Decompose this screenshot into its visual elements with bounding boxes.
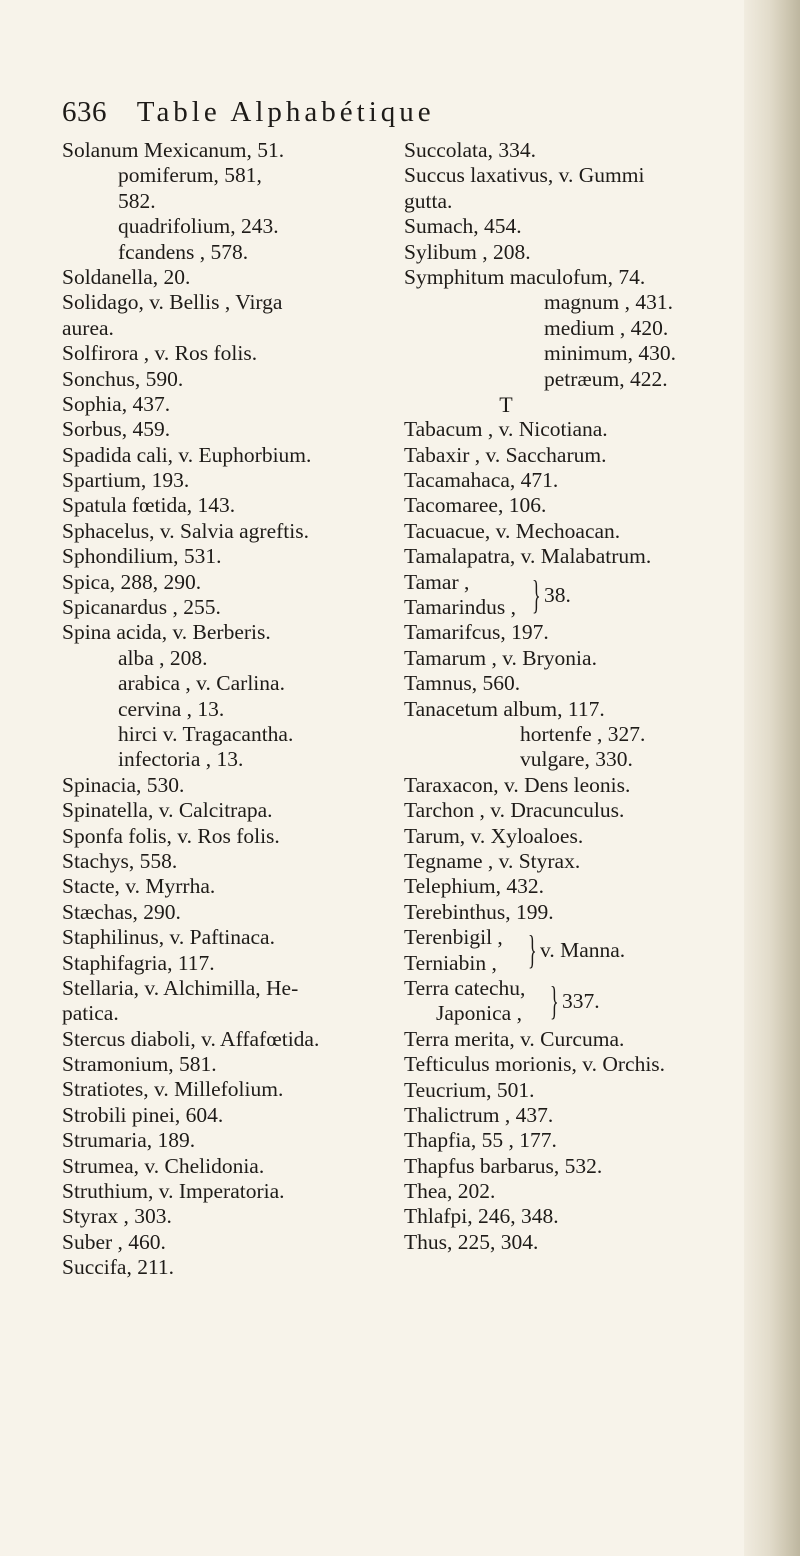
- entry-line: Terra catechu,: [404, 975, 526, 1000]
- index-entry: arabica , v. Carlina.: [118, 671, 285, 696]
- index-entry: Spica, 288, 290.: [62, 569, 202, 594]
- index-entry: Succolata, 334.: [404, 138, 536, 162]
- index-entry: Tabacum , v. Nicotiana.: [404, 417, 608, 442]
- index-entry: Sophia, 437.: [62, 391, 171, 416]
- index-entry: Tamalapatra, v. Malabatrum.: [404, 544, 652, 569]
- index-entry: Stæchas, 290.: [62, 899, 181, 924]
- index-entry: Sorbus, 459.: [62, 417, 171, 442]
- index-entry: hirci v. Tragacantha.: [118, 721, 294, 746]
- index-entry: Tabaxir , v. Saccharum.: [404, 442, 607, 467]
- index-entry: Stratiotes, v. Millefolium.: [62, 1077, 284, 1102]
- index-entry: Thea, 202.: [404, 1179, 496, 1204]
- index-entry: Strobili pinei, 604.: [62, 1102, 224, 1127]
- page-title: Table Alphabétique: [136, 96, 435, 128]
- index-entry: pomiferum, 581,: [118, 163, 262, 188]
- index-entry: Stacte, v. Myrrha.: [62, 874, 216, 899]
- index-entry: Tamarum , v. Bryonia.: [404, 645, 597, 670]
- index-entry: Thus, 225, 304.: [404, 1229, 539, 1254]
- index-entry: vulgare, 330.: [520, 747, 633, 772]
- index-entry: Spinacia, 530.: [62, 772, 185, 797]
- s-entries: [404, 138, 754, 392]
- brace-group-terenbigil: [404, 925, 754, 976]
- index-entry: Sphondilium, 531.: [62, 544, 222, 569]
- index-entry: infectoria , 13.: [118, 747, 244, 772]
- brace-target: 337.: [562, 988, 600, 1013]
- index-entry: Spadida cali, v. Euphorbium.: [62, 442, 312, 467]
- index-entry: Terra merita, v. Curcuma.: [404, 1026, 625, 1051]
- index-entry: Styrax , 303.: [62, 1204, 172, 1229]
- index-entry: gutta.: [404, 188, 453, 213]
- section-letter: T: [499, 391, 513, 417]
- index-entry: Spicanardus , 255.: [62, 595, 221, 620]
- brace-mark: }: [532, 571, 541, 617]
- index-entry: Stellaria, v. Alchimilla, He-: [62, 975, 299, 1000]
- entry-line: Terniabin ,: [404, 950, 497, 975]
- index-entry: Thlafpi, 246, 348.: [404, 1204, 559, 1229]
- index-entry: Solfirora , v. Ros folis.: [62, 341, 258, 366]
- index-entry: Staphifagria, 117.: [62, 950, 215, 975]
- index-entry: Tanacetum album, 117.: [404, 696, 605, 721]
- brace-target: v. Manna.: [540, 938, 626, 963]
- index-entry: Tamarifcus, 197.: [404, 620, 549, 645]
- entry-line: Tamar ,: [404, 569, 470, 594]
- index-entry: Tarchon , v. Dracunculus.: [404, 798, 625, 823]
- index-entry: quadrifolium, 243.: [118, 214, 279, 239]
- index-entry: Thalictrum , 437.: [404, 1102, 554, 1127]
- index-entry: Tacuacue, v. Mechoacan.: [404, 518, 621, 543]
- index-entry: fcandens , 578.: [118, 239, 249, 264]
- index-entry: Strumea, v. Chelidonia.: [62, 1153, 265, 1178]
- index-entry: Struthium, v. Imperatoria.: [62, 1179, 285, 1204]
- index-entry: Strumaria, 189.: [62, 1128, 196, 1153]
- index-entry: Tegname , v. Styrax.: [404, 848, 581, 873]
- brace-mark: }: [550, 977, 559, 1023]
- brace-group-terra-catechu: [404, 976, 754, 1027]
- page-header: [62, 96, 702, 136]
- brace-group-tamar: [404, 570, 754, 621]
- index-entry: aurea.: [62, 315, 114, 340]
- index-entry: minimum, 430.: [544, 341, 676, 366]
- entry-line: Terenbigil ,: [404, 925, 503, 950]
- brace-mark: }: [528, 927, 537, 973]
- index-entry: Sumach, 454.: [404, 214, 522, 239]
- index-entry: Sphacelus, v. Salvia agreftis.: [62, 518, 309, 543]
- index-entry: cervina , 13.: [118, 696, 225, 721]
- left-column: [62, 138, 402, 1281]
- entry-line: Tamarindus ,: [404, 595, 516, 620]
- index-entry: petræum, 422.: [544, 366, 668, 391]
- index-entry: Sponfa folis, v. Ros folis.: [62, 823, 280, 848]
- index-entry: Spatula fœtida, 143.: [62, 493, 236, 518]
- index-entry: Tacomaree, 106.: [404, 493, 547, 518]
- right-column: [404, 138, 754, 1255]
- index-entry: medium , 420.: [544, 315, 669, 340]
- index-entry: Succifa, 211.: [62, 1255, 175, 1280]
- brace-target: 38.: [544, 582, 571, 607]
- index-entry: Stachys, 558.: [62, 848, 178, 873]
- index-entry: Sonchus, 590.: [62, 366, 184, 391]
- index-entry: Telephium, 432.: [404, 874, 545, 899]
- index-entry: patica.: [62, 1001, 119, 1026]
- index-entry: Suber , 460.: [62, 1229, 166, 1254]
- t-entries-2: [404, 620, 754, 925]
- index-entry: hortenfe , 327.: [520, 722, 646, 746]
- index-entry: Tamnus, 560.: [404, 671, 521, 696]
- index-entry: Spartium, 193.: [62, 468, 190, 493]
- index-entry: Thapfus barbarus, 532.: [404, 1153, 603, 1178]
- index-entry: magnum , 431.: [544, 290, 673, 315]
- index-entry: Stramonium, 581.: [62, 1052, 217, 1077]
- index-entry: Tacamahaca, 471.: [404, 468, 559, 493]
- index-entry: Stercus diaboli, v. Affafœtida.: [62, 1026, 320, 1051]
- index-entry: Succus laxativus, v. Gummi: [404, 163, 645, 188]
- index-entry: Solanum Mexicanum, 51.: [62, 138, 285, 162]
- t-entries-3: [404, 1027, 754, 1256]
- index-entry: Symphitum maculofum, 74.: [404, 264, 646, 289]
- index-entry: Terebinthus, 199.: [404, 899, 554, 924]
- index-entry: Soldanella, 20.: [62, 264, 191, 289]
- t-entries-1: [404, 417, 754, 569]
- index-entry: alba , 208.: [118, 645, 208, 670]
- index-entry: Sylibum , 208.: [404, 239, 531, 264]
- index-entry: Solidago, v. Bellis , Virga: [62, 290, 283, 315]
- index-entry: Tefticulus morionis, v. Orchis.: [404, 1052, 666, 1077]
- page-number: 636: [62, 96, 107, 128]
- index-entry: Thapfia, 55 , 177.: [404, 1128, 557, 1153]
- index-entry: 582.: [118, 188, 156, 213]
- index-entry: Taraxacon, v. Dens leonis.: [404, 772, 631, 797]
- index-entry: Tarum, v. Xyloaloes.: [404, 823, 584, 848]
- entry-line: Japonica ,: [436, 1001, 522, 1026]
- index-entry: Spinatella, v. Calcitrapa.: [62, 798, 273, 823]
- index-entry: Staphilinus, v. Paftinaca.: [62, 925, 275, 950]
- index-entry: Spina acida, v. Berberis.: [62, 620, 271, 645]
- index-entry: Teucrium, 501.: [404, 1077, 535, 1102]
